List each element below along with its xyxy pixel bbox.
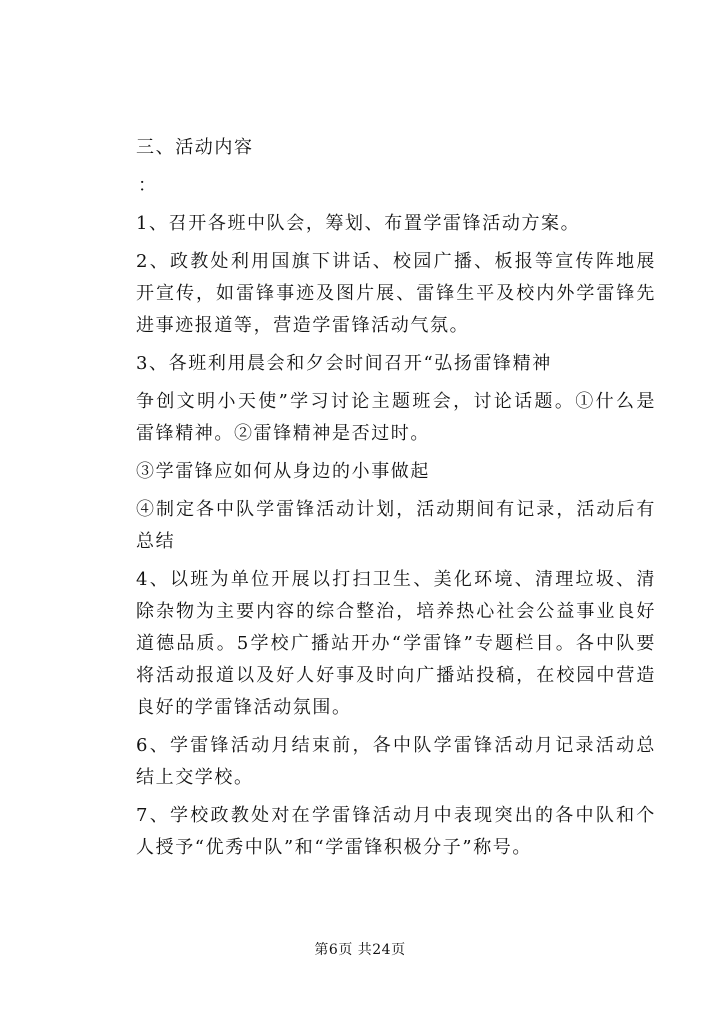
paragraph-item-7: 7、学校政教处对在学雷锋活动月中表现突出的各中队和个人授予“优秀中队”和“学雷锋积极分子”称号。 (136, 805, 656, 858)
paragraph-item-1: 1、召开各班中队会，筹划、布置学雷锋活动方案。 (136, 213, 581, 234)
document-body (136, 132, 656, 870)
paragraph-sub-item-4: ④制定各中队学雷锋活动计划，活动期间有记录，活动后有总结 (136, 499, 656, 552)
section-heading: 三、活动内容 (136, 137, 254, 158)
page-number-footer: 第6页 共24页 (314, 942, 406, 958)
paragraph-item-3: 3、各班利用晨会和夕会时间召开“弘扬雷锋精神 (136, 353, 552, 374)
paragraph-item-6: 6、学雷锋活动月结束前，各中队学雷锋活动月记录活动总结上交学校。 (136, 735, 656, 788)
paragraph-sub-item-3: ③学雷锋应如何从身边的小事做起 (136, 461, 430, 482)
section-colon: ： (138, 175, 158, 196)
paragraph-item-2: 2、政教处利用国旗下讲话、校园广播、板报等宣传阵地展开宣传，如雷锋事迹及图片展、雷锋生平及校内外学雷锋先进事迹报道等，营造学雷锋活动气氛。 (136, 251, 656, 336)
paragraph-item-4: 4、以班为单位开展以打扫卫生、美化环境、清理垃圾、清除杂物为主要内容的综合整治，培养热心社会公益事业良好道德品质。5学校广播站开办“学雷锋”专题栏目。各中队要将活动报道以及好人好事及时向广播站投稿，在校园中营造良好的学雷锋活动氛围。 (136, 569, 656, 718)
paragraph-item-3-continued: 争创文明小天使”学习讨论主题班会，讨论话题。①什么是雷锋精神。②雷锋精神是否过时。 (136, 391, 656, 444)
